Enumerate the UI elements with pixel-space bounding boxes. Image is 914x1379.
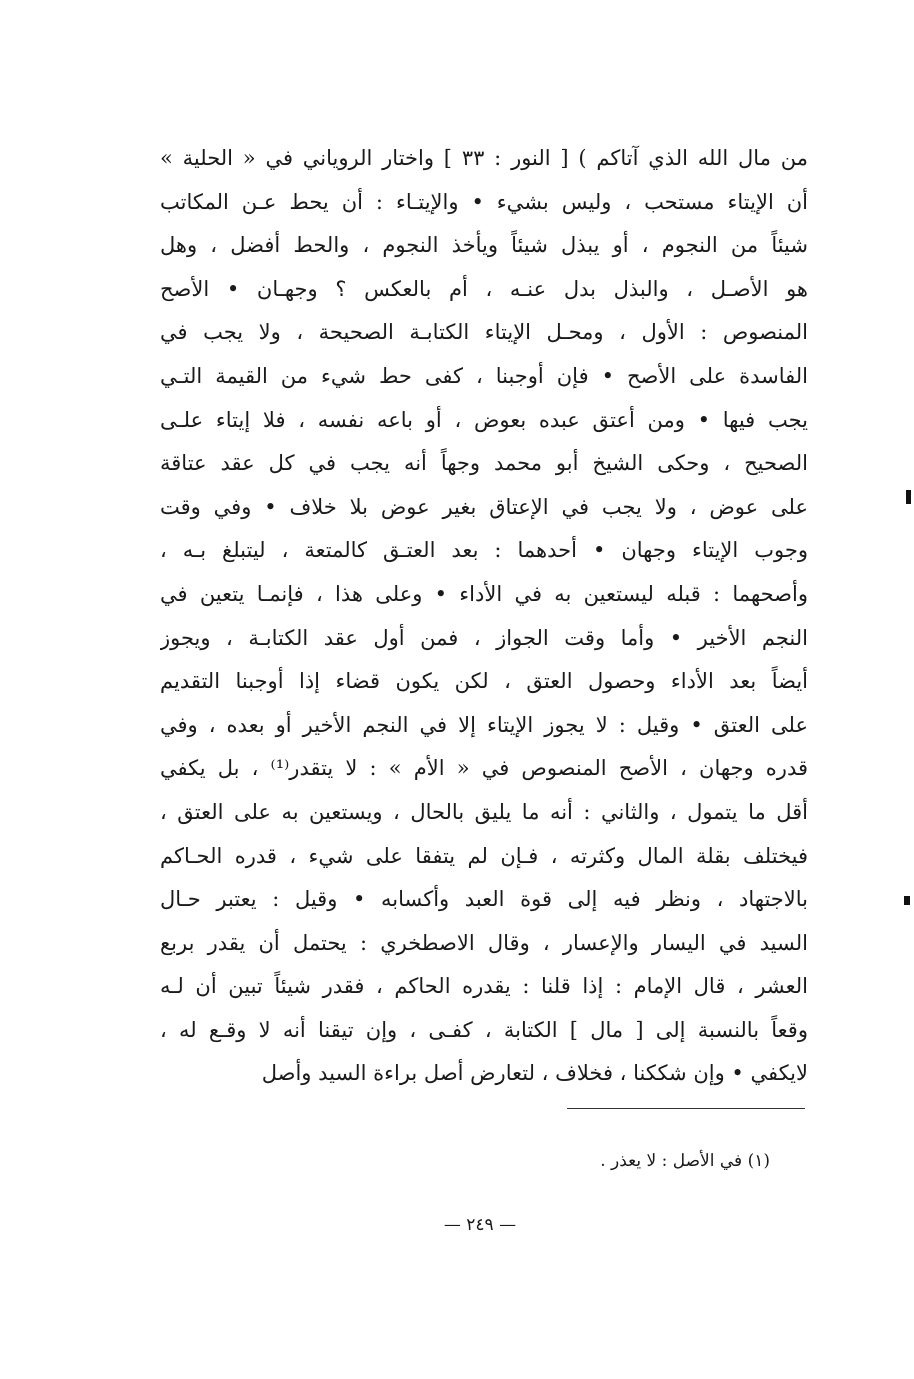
text-line: العشر ، قال الإمام : إذا قلنا : يقدره الحاكم ، فقدر شيئاً تبين أن لـه	[160, 974, 808, 999]
footnote-separator	[567, 1108, 805, 1109]
text-line: المنصوص : الأول ، ومحـل الإيتاء الكتابـة الصحيحة ، ولا يجب في	[160, 320, 808, 345]
text-line: وقعاً بالنسبة إلى [ مال ] الكتابة ، كفـى ، وإن تيقنا أنه لا وقـع له ،	[160, 1017, 808, 1042]
text-line: قدره وجهان ، الأصح المنصوص في « الأم » : لا يتقدر⁽¹⁾ ، بل يكفي	[160, 756, 808, 781]
main-text	[160, 137, 808, 1096]
text-line: فيختلف بقلة المال وكثرته ، فـإن لم يتفقا على شيء ، قدره الحـاكم	[160, 843, 808, 868]
text-line: أن الإيتاء مستحب ، وليس بشيء • والإيتـاء : أن يحط عـن المكاتب	[160, 189, 808, 214]
text-line: على العتق • وقيل : لا يجوز الإيتاء إلا في النجم الأخير أو بعده ، وفي	[160, 712, 808, 737]
text-line: أيضاً بعد الأداء وحصول العتق ، لكن يكون قضاء إذا أوجبنا التقديم	[160, 669, 808, 694]
text-line: السيد في اليسار والإعسار ، وقال الاصطخري : يحتمل أن يقدر بربع	[160, 930, 808, 955]
text-line: على عوض ، ولا يجب في الإعتاق بغير عوض بلا خلاف • وفي وقت	[160, 494, 808, 519]
text-line: بالاجتهاد ، ونظر فيه إلى قوة العبد وأكسابه • وقيل : يعتبر حـال	[160, 887, 808, 912]
margin-mark	[904, 896, 910, 905]
page-number: — ٢٤٩ —	[443, 1215, 517, 1235]
text-line: يجب فيها • ومن أعتق عبده بعوض ، أو باعه نفسه ، فلا إيتاء علـى	[160, 407, 808, 432]
text-line: أقل ما يتمول ، والثاني : أنه ما يليق بالحال ، ويستعين به على العتق ،	[160, 799, 808, 824]
text-line: لايكفي • وإن شككنا ، فخلاف ، لتعارض أصل براءة السيد وأصل	[261, 1061, 808, 1086]
footnote: (١) في الأصل : لا يعذر .	[600, 1151, 770, 1171]
text-line: هو الأصـل ، والبذل بدل عنـه ، أم بالعكس ؟ وجهـان • الأصح	[160, 276, 808, 301]
margin-mark	[906, 490, 911, 504]
text-line: وجوب الإيتاء وجهان • أحدهما : بعد العتـق كالمتعة ، ليتبلغ بـه ،	[160, 538, 808, 563]
text-line: الصحيح ، وحكى الشيخ أبو محمد وجهاً أنه يجب في كل عقد عتاقة	[160, 451, 808, 476]
text-line: النجم الأخير • وأما وقت الجواز ، فمن أول عقد الكتابـة ، ويجوز	[160, 625, 808, 650]
text-line: الفاسدة على الأصح • فإن أوجبنا ، كفى حط شيء من القيمة التـي	[160, 363, 808, 388]
text-line: وأصحهما : قبله ليستعين به في الأداء • وعلى هذا ، فإنمـا يتعين في	[160, 581, 808, 606]
text-line: من مال الله الذي آتاكم ) [ النور : ٣٣ ] واختار الروياني في « الحلية »	[160, 146, 808, 170]
text-line: شيئاً من النجوم ، أو يبذل شيئاً ويأخذ النجوم ، والحط أفضل ، وهل	[160, 233, 808, 258]
